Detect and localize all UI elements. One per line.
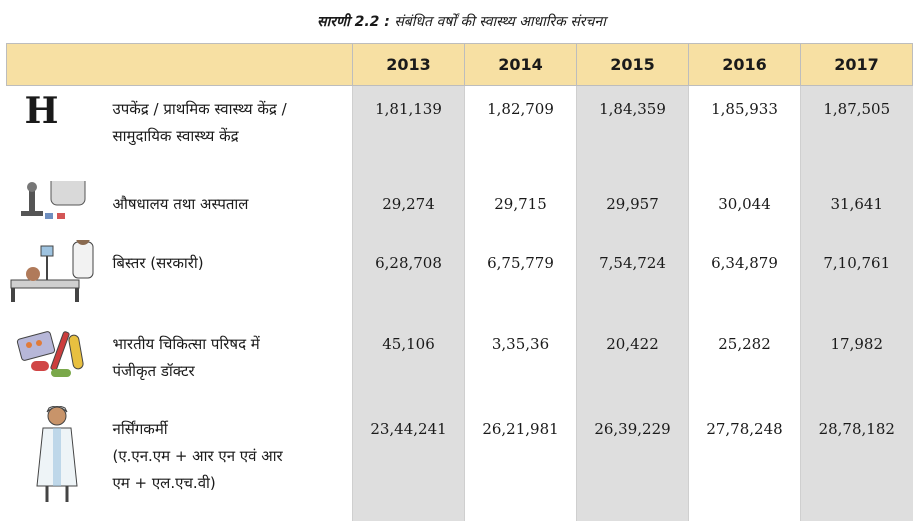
row-label bbox=[107, 321, 353, 406]
row-label bbox=[107, 86, 353, 182]
value-cell: 1,84,359 bbox=[577, 86, 689, 182]
row-label-line: औषधालय तथा अस्पताल bbox=[112, 195, 249, 213]
year-header: 2015 bbox=[577, 44, 689, 86]
caption-number: सारणी 2.2 : bbox=[317, 14, 390, 30]
row-label-line: (ए.एन.एम + आर एन एवं आर bbox=[112, 447, 283, 465]
row-icon-cell bbox=[7, 406, 107, 521]
value-cell: 27,78,248 bbox=[689, 406, 801, 521]
value-cell: 29,274 bbox=[353, 181, 465, 240]
year-header: 2016 bbox=[689, 44, 801, 86]
row-label-line: सामुदायिक स्वास्थ्य केंद्र bbox=[112, 127, 239, 145]
microscope-doctor-icon bbox=[7, 181, 107, 225]
value-cell: 1,85,933 bbox=[689, 86, 801, 182]
table-row bbox=[7, 181, 913, 240]
row-label-line: एम + एल.एच.वी) bbox=[112, 474, 216, 492]
value-cell: 20,422 bbox=[577, 321, 689, 406]
value-cell: 6,34,879 bbox=[689, 240, 801, 321]
row-label-line: बिस्तर (सरकारी) bbox=[112, 254, 204, 272]
value-cell: 26,39,229 bbox=[577, 406, 689, 521]
value-cell: 29,715 bbox=[465, 181, 577, 240]
value-cell: 23,44,241 bbox=[353, 406, 465, 521]
caption-title: संबंधित वर्षों की स्वास्थ्य आधारिक संरचना bbox=[394, 14, 606, 30]
table-caption bbox=[0, 12, 923, 31]
nurse-icon bbox=[7, 406, 107, 506]
value-cell: 6,28,708 bbox=[353, 240, 465, 321]
table-row bbox=[7, 240, 913, 321]
value-cell: 26,21,981 bbox=[465, 406, 577, 521]
table-row bbox=[7, 321, 913, 406]
year-header: 2013 bbox=[353, 44, 465, 86]
value-cell: 7,10,761 bbox=[801, 240, 913, 321]
value-cell: 25,282 bbox=[689, 321, 801, 406]
row-icon-cell bbox=[7, 86, 107, 182]
value-cell: 6,75,779 bbox=[465, 240, 577, 321]
value-cell: 28,78,182 bbox=[801, 406, 913, 521]
hospital-bed-icon bbox=[7, 240, 107, 306]
row-label bbox=[107, 406, 353, 521]
value-cell: 7,54,724 bbox=[577, 240, 689, 321]
header-blank-cell bbox=[7, 44, 353, 86]
year-header: 2017 bbox=[801, 44, 913, 86]
medicines-icon bbox=[7, 321, 107, 391]
row-icon-cell bbox=[7, 181, 107, 240]
year-header: 2014 bbox=[465, 44, 577, 86]
value-cell: 29,957 bbox=[577, 181, 689, 240]
row-icon-cell bbox=[7, 321, 107, 406]
row-label-line: भारतीय चिकित्सा परिषद में bbox=[112, 335, 260, 353]
value-cell: 3,35,36 bbox=[465, 321, 577, 406]
value-cell: 1,81,139 bbox=[353, 86, 465, 182]
row-label bbox=[107, 240, 353, 321]
row-label-line: नर्सिंगकर्मी bbox=[112, 420, 168, 438]
table-row bbox=[7, 86, 913, 182]
row-icon-cell bbox=[7, 240, 107, 321]
table-row bbox=[7, 406, 913, 521]
health-infrastructure-table bbox=[6, 43, 913, 521]
value-cell: 31,641 bbox=[801, 181, 913, 240]
value-cell: 30,044 bbox=[689, 181, 801, 240]
value-cell: 1,82,709 bbox=[465, 86, 577, 182]
value-cell: 1,87,505 bbox=[801, 86, 913, 182]
row-label bbox=[107, 181, 353, 240]
value-cell: 17,982 bbox=[801, 321, 913, 406]
header-row bbox=[7, 44, 913, 86]
value-cell: 45,106 bbox=[353, 321, 465, 406]
hospital-h-icon: H bbox=[24, 90, 59, 132]
row-label-line: उपकेंद्र / प्राथमिक स्वास्थ्य केंद्र / bbox=[112, 100, 287, 118]
row-label-line: पंजीकृत डॉक्टर bbox=[112, 362, 195, 380]
